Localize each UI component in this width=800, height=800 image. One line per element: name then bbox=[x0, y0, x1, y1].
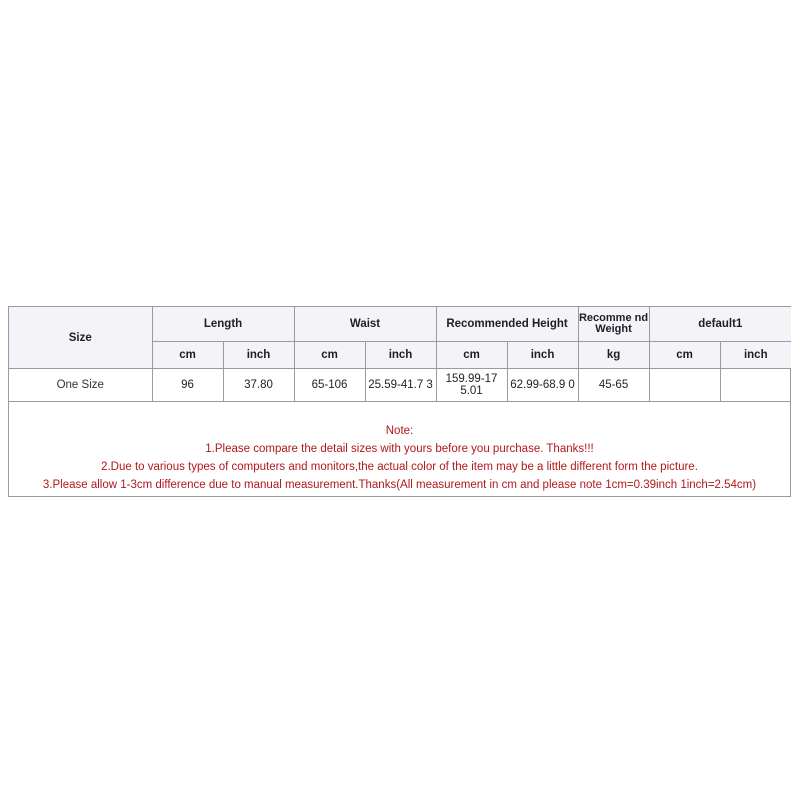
recommended-height-header: Recommended Height bbox=[436, 307, 578, 342]
note-line-2: 2.Due to various types of computers and monitors,the actual color of the item may be a little different form the picture. bbox=[101, 461, 698, 473]
height-cm-cell: 159.99-17 5.01 bbox=[436, 369, 507, 402]
size-header: Size bbox=[9, 307, 152, 369]
header-row bbox=[9, 307, 791, 342]
notes-section bbox=[9, 401, 790, 496]
length-header: Length bbox=[152, 307, 294, 342]
length-cm-cell: 96 bbox=[152, 369, 223, 402]
recommended-weight-header: Recomme nd Weight bbox=[578, 307, 649, 342]
waist-header: Waist bbox=[294, 307, 436, 342]
default1-header: default1 bbox=[649, 307, 791, 342]
length-inch-cell: 37.80 bbox=[223, 369, 294, 402]
default1-inch-cell bbox=[720, 369, 791, 402]
note-line-3: 3.Please allow 1-3cm difference due to manual measurement.Thanks(All measurement in cm and please note 1cm=0.39inch 1inch=2.54cm) bbox=[42, 479, 757, 491]
height-inch-unit: inch bbox=[507, 342, 578, 369]
waist-cm-unit: cm bbox=[294, 342, 365, 369]
height-inch-cell: 62.99-68.9 0 bbox=[507, 369, 578, 402]
length-inch-unit: inch bbox=[223, 342, 294, 369]
height-cm-unit: cm bbox=[436, 342, 507, 369]
note-line-1: 1.Please compare the detail sizes with yours before you purchase. Thanks!!! bbox=[205, 443, 594, 455]
size-cell: One Size bbox=[9, 369, 152, 402]
table-row bbox=[9, 369, 791, 402]
default1-cm-cell bbox=[649, 369, 720, 402]
note-title: Note: bbox=[385, 425, 414, 437]
waist-cm-cell: 65-106 bbox=[294, 369, 365, 402]
length-cm-unit: cm bbox=[152, 342, 223, 369]
waist-inch-unit: inch bbox=[365, 342, 436, 369]
weight-kg-unit: kg bbox=[578, 342, 649, 369]
size-table bbox=[9, 307, 791, 401]
weight-kg-cell: 45-65 bbox=[578, 369, 649, 402]
waist-inch-cell: 25.59-41.7 3 bbox=[365, 369, 436, 402]
size-chart bbox=[8, 306, 791, 497]
default1-cm-unit: cm bbox=[649, 342, 720, 369]
default1-inch-unit: inch bbox=[720, 342, 791, 369]
